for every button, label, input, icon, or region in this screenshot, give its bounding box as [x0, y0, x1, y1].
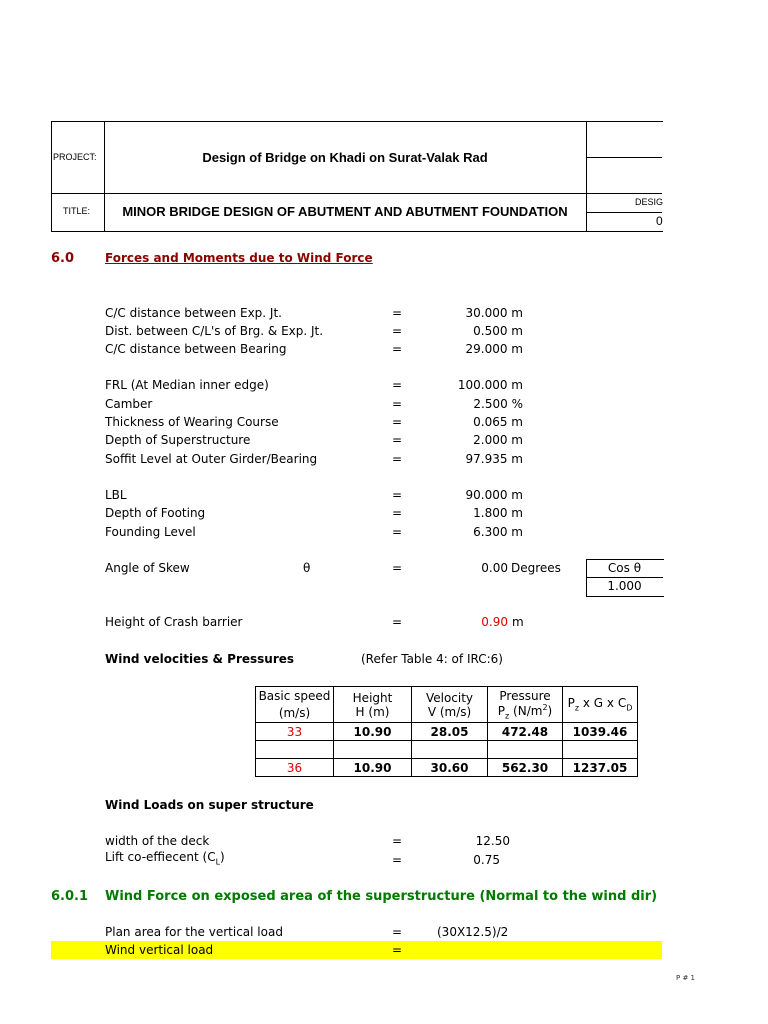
header-text: z — [505, 711, 510, 721]
skew-symbol: θ — [303, 561, 311, 575]
param-label: Camber — [105, 397, 153, 411]
table-row — [256, 759, 638, 777]
param-value: 6.300 m — [473, 525, 523, 539]
plan-area-label: Plan area for the vertical load — [105, 925, 283, 939]
lift-label-text: ) — [220, 850, 225, 864]
param-eq: = — [392, 415, 403, 429]
skew-value: 0.00 — [481, 561, 508, 575]
param-value: 2.500 % — [473, 397, 523, 411]
crash-barrier-value: 0.90 — [481, 615, 508, 629]
header-text: Velocity — [425, 690, 474, 705]
table-row — [256, 723, 638, 741]
table-row-empty — [256, 741, 638, 759]
cos-value: 1.000 — [607, 579, 642, 593]
skew-eq: = — [392, 561, 403, 575]
header-divider-h2 — [586, 157, 662, 158]
header-text: x G x C — [579, 696, 627, 711]
header-divider-v2 — [586, 121, 587, 231]
header-text: Pressure — [499, 688, 551, 703]
plan-area-eq: = — [392, 925, 403, 939]
param-label: Thickness of Wearing Course — [105, 415, 279, 429]
cell-empty — [488, 741, 563, 759]
lift-coefficient-label — [105, 850, 225, 866]
param-value: 29.000 m — [465, 342, 523, 356]
crash-barrier-label: Height of Crash barrier — [105, 615, 243, 629]
param-value: 1.800 m — [473, 506, 523, 520]
wind-table — [255, 686, 638, 777]
cell-empty — [412, 741, 488, 759]
cell-height: 10.90 — [334, 723, 412, 741]
header-height — [334, 687, 412, 723]
header-text: z — [574, 703, 580, 713]
vertical-load-label: Wind vertical load — [105, 943, 214, 957]
cell-velocity: 30.60 — [412, 759, 488, 777]
section-title: Forces and Moments due to Wind Force — [105, 251, 373, 265]
wind-loads-title: Wind Loads on super structure — [105, 798, 314, 812]
skew-unit: Degrees — [511, 561, 561, 575]
param-eq: = — [392, 488, 403, 502]
cos-label: Cos θ — [607, 561, 642, 575]
cell-speed: 33 — [256, 723, 334, 741]
header-text: H (m) — [355, 704, 390, 719]
design-value: 0 — [656, 214, 663, 228]
param-eq: = — [392, 452, 403, 466]
table-header-row — [256, 687, 638, 723]
param-eq: = — [392, 306, 403, 320]
param-value: 30.000 m — [465, 306, 523, 320]
cell-velocity: 28.05 — [412, 723, 488, 741]
title-value: MINOR BRIDGE DESIGN OF ABUTMENT AND ABUTMENT FOUNDATION — [122, 204, 568, 219]
header-text: (N/m — [509, 703, 543, 718]
page-footer: P # 1 — [676, 974, 695, 982]
crash-barrier-unit: m — [512, 615, 524, 629]
cell-empty — [256, 741, 334, 759]
cos-divider — [586, 577, 663, 578]
header-text: D — [626, 703, 633, 713]
header-velocity — [412, 687, 488, 723]
header-pressure — [488, 687, 563, 723]
header-text: ) — [547, 703, 553, 718]
section-number: 6.0 — [51, 251, 75, 266]
header-text: P — [567, 696, 575, 711]
param-eq: = — [392, 506, 403, 520]
param-value: 90.000 m — [465, 488, 523, 502]
crash-barrier-eq: = — [392, 615, 403, 629]
param-label: LBL — [105, 488, 127, 502]
header-text: P — [497, 703, 506, 718]
param-eq: = — [392, 397, 403, 411]
param-label: Founding Level — [105, 525, 196, 539]
cell-pgc: 1039.46 — [563, 723, 638, 741]
cell-height: 10.90 — [334, 759, 412, 777]
subsection-title: Wind Force on exposed area of the superstructure (Normal to the wind dir) — [105, 889, 658, 904]
header-text: Height — [352, 690, 393, 705]
deck-width-value: 12.50 — [475, 834, 510, 848]
vertical-load-eq: = — [392, 943, 403, 957]
cell-pgc: 1237.05 — [563, 759, 638, 777]
param-label: FRL (At Median inner edge) — [105, 378, 269, 392]
cell-pressure: 472.48 — [488, 723, 563, 741]
cell-speed: 36 — [256, 759, 334, 777]
deck-width-label: width of the deck — [105, 834, 210, 848]
lift-coefficient-eq: = — [392, 853, 403, 867]
param-value: 2.000 m — [473, 433, 523, 447]
header-divider-h1 — [51, 193, 587, 194]
param-value: 100.000 m — [457, 378, 523, 392]
param-label: C/C distance between Bearing — [105, 342, 287, 356]
header-divider-h3 — [586, 193, 662, 194]
lift-label-text: Lift co-effiecent (C — [105, 850, 216, 864]
cell-pressure: 562.30 — [488, 759, 563, 777]
title-label: TITLE: — [63, 206, 91, 216]
subsection-number: 6.0.1 — [51, 889, 89, 904]
param-eq: = — [392, 342, 403, 356]
cell-empty — [563, 741, 638, 759]
header-divider-h4 — [586, 212, 662, 213]
project-label: PROJECT: — [53, 152, 97, 162]
param-value: 0.500 m — [473, 324, 523, 338]
header-text: V (m/s) — [427, 704, 472, 719]
header-text — [488, 703, 562, 720]
param-label: Depth of Footing — [105, 506, 206, 520]
header-text: 2 — [542, 702, 548, 712]
cell-empty — [334, 741, 412, 759]
header-text: (m/s) — [278, 706, 311, 720]
param-label: C/C distance between Exp. Jt. — [105, 306, 282, 320]
lift-label-sub: L — [215, 857, 221, 867]
project-value: Design of Bridge on Khadi on Surat-Valak Rad — [202, 150, 488, 165]
wind-velocities-title: Wind velocities & Pressures — [105, 652, 295, 666]
param-eq: = — [392, 378, 403, 392]
param-label: Dist. between C/L's of Brg. & Exp. Jt. — [105, 324, 324, 338]
design-label: DESIG — [635, 197, 664, 207]
header-basic-speed — [256, 687, 334, 723]
skew-label: Angle of Skew — [105, 561, 190, 575]
header-text: Basic speed — [258, 689, 331, 703]
param-eq: = — [392, 324, 403, 338]
lift-coefficient-value: 0.75 — [473, 853, 500, 867]
wind-velocities-ref: (Refer Table 4: of IRC:6) — [361, 652, 503, 666]
param-eq: = — [392, 433, 403, 447]
param-eq: = — [392, 525, 403, 539]
param-value: 0.065 m — [473, 415, 523, 429]
param-value: 97.935 m — [465, 452, 523, 466]
param-label: Soffit Level at Outer Girder/Bearing — [105, 452, 318, 466]
plan-area-value: (30X12.5)/2 — [437, 925, 509, 939]
header-pgc — [563, 687, 638, 723]
param-label: Depth of Superstructure — [105, 433, 251, 447]
deck-width-eq: = — [392, 834, 403, 848]
